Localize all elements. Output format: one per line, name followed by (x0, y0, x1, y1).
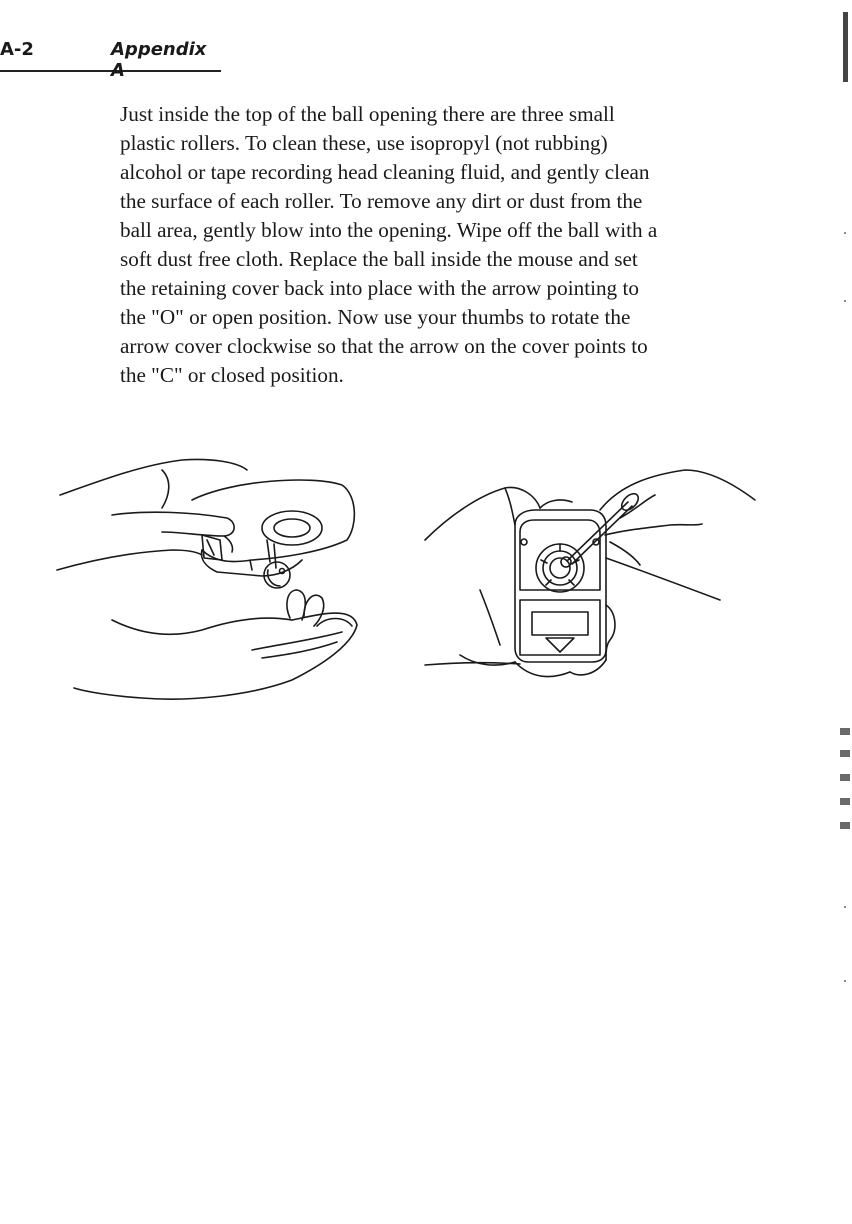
body-line: alcohol or tape recording head cleaning fluid, and gently clean (120, 160, 650, 184)
body-paragraph (120, 100, 720, 390)
section-title: Appendix A (111, 39, 207, 81)
body-line: the "O" or open position. Now use your thumbs to rotate the (120, 305, 631, 329)
body-line: the "C" or closed position. (120, 363, 344, 387)
body-line: plastic rollers. To clean these, use isopropyl (not rubbing) (120, 131, 608, 155)
edge-tab (840, 774, 850, 781)
body-line: the retaining cover back into place with the arrow pointing to (120, 276, 639, 300)
edge-dot (844, 232, 846, 234)
mouse-roller-cleaning-illustration (420, 440, 760, 710)
edge-dot (844, 906, 846, 908)
page-header (0, 36, 221, 81)
edge-dot (844, 980, 846, 982)
body-line: arrow cover clockwise so that the arrow on the cover points to (120, 334, 648, 358)
edge-tab (840, 750, 850, 757)
body-line: ball area, gently blow into the opening. Wipe off the ball with a (120, 218, 658, 242)
page-number: A-2 (0, 39, 34, 60)
body-line: the surface of each roller. To remove any dirt or dust from the (120, 189, 643, 213)
body-line: Just inside the top of the ball opening there are three small (120, 102, 615, 126)
edge-tab (840, 728, 850, 735)
page-edge-marks (840, 0, 852, 1224)
edge-bar (843, 12, 848, 82)
mouse-ball-drop-illustration (52, 440, 374, 710)
edge-dot (844, 300, 846, 302)
edge-tab (840, 822, 850, 829)
body-line: soft dust free cloth. Replace the ball inside the mouse and set (120, 247, 638, 271)
edge-tab (840, 798, 850, 805)
